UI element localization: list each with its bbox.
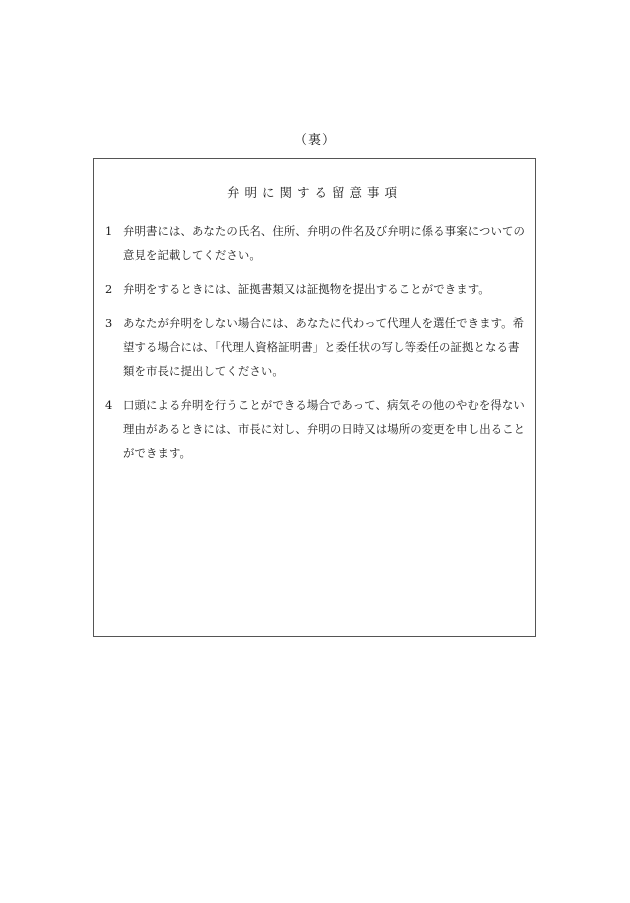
notice-item-number: 3 bbox=[105, 316, 113, 330]
notice-item-number: 4 bbox=[105, 398, 113, 412]
notice-item-text: あなたが弁明をしない場合には、あなたに代わって代理人を選任できます。希望する場合には、「代理人資格証明書」と委任状の写し等委任の証拠となる書類を市長に提出してください。 bbox=[123, 316, 525, 378]
notice-item-4 bbox=[105, 393, 530, 465]
notice-item-1 bbox=[105, 219, 530, 267]
notice-item-3 bbox=[105, 311, 530, 383]
notice-item-text: 弁明をするときには、証拠書類又は証拠物を提出することができます。 bbox=[123, 282, 490, 296]
notice-item-number: 1 bbox=[105, 224, 113, 238]
notice-box bbox=[93, 158, 536, 637]
notice-title: 弁明に関する留意事項 bbox=[226, 185, 402, 200]
page-side-label: （裏） bbox=[293, 133, 336, 148]
notice-item-text: 口頭による弁明を行うことができる場合であって、病気その他のやむを得ない理由があるときには、市長に対し、弁明の日時又は場所の変更を申し出ることができます。 bbox=[123, 398, 526, 460]
notice-items-list bbox=[105, 219, 530, 475]
notice-item-text: 弁明書には、あなたの氏名、住所、弁明の件名及び弁明に係る事案についての意見を記載してください。 bbox=[123, 224, 525, 262]
notice-item-2 bbox=[105, 277, 530, 301]
notice-item-number: 2 bbox=[105, 282, 113, 296]
